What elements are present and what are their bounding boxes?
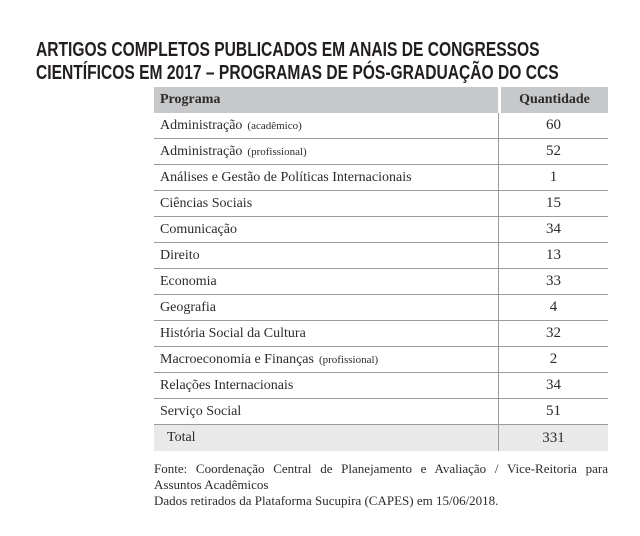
program-name: Economia [160, 273, 217, 289]
program-name: Relações Internacionais [160, 377, 294, 393]
program-name: Direito [160, 247, 200, 263]
program-qualifier: (acadêmico) [247, 119, 302, 132]
program-cell [154, 347, 498, 372]
page-title [36, 39, 640, 85]
program-name: Comunicação [160, 221, 237, 237]
program-qualifier: (profissional) [318, 353, 379, 366]
quantity-cell: 33 [498, 269, 608, 294]
program-cell [154, 295, 498, 320]
column-header-programa: Programa [154, 87, 498, 113]
program-cell [154, 269, 498, 294]
program-cell [154, 113, 498, 138]
quantity-cell: 1 [498, 165, 608, 190]
table-row [154, 269, 608, 295]
page-title-line-1: ARTIGOS COMPLETOS PUBLICADOS EM ANAIS DE CONGRESSOS [36, 39, 540, 62]
quantity-cell: 2 [498, 347, 608, 372]
table-row [154, 191, 608, 217]
quantity-cell: 51 [498, 399, 608, 424]
table-row [154, 243, 608, 269]
program-cell [154, 243, 498, 268]
table-row [154, 295, 608, 321]
table-total-row [154, 425, 608, 451]
total-value: 331 [498, 425, 608, 451]
table-row [154, 373, 608, 399]
table-row [154, 113, 608, 139]
table-row [154, 217, 608, 243]
page-title-line-2: CIENTÍFICOS EM 2017 – PROGRAMAS DE PÓS-GRADUAÇÃO DO CCS [36, 62, 559, 85]
total-label: Total [167, 430, 196, 445]
quantity-cell: 60 [498, 113, 608, 138]
program-cell [154, 217, 498, 242]
program-name: Serviço Social [160, 403, 242, 419]
program-cell [154, 373, 498, 398]
program-qualifier: (profissional) [247, 145, 307, 158]
table-header-row [154, 87, 608, 113]
program-name: Análises e Gestão de Políticas Internacionais [160, 169, 412, 185]
table-row [154, 321, 608, 347]
quantity-cell: 13 [498, 243, 608, 268]
publications-table [154, 87, 608, 451]
program-name: Geografia [160, 299, 216, 315]
program-cell [154, 165, 498, 190]
program-cell [154, 191, 498, 216]
quantity-cell: 32 [498, 321, 608, 346]
source-note [154, 461, 608, 509]
quantity-cell: 34 [498, 373, 608, 398]
quantity-cell: 15 [498, 191, 608, 216]
program-name: Macroeconomia e Finanças [160, 351, 314, 367]
data-note-line: Dados retirados da Plataforma Sucupira (CAPES) em 15/06/2018. [154, 493, 499, 508]
table-row [154, 165, 608, 191]
quantity-cell: 52 [498, 139, 608, 164]
program-name: História Social da Cultura [160, 325, 306, 341]
program-cell [154, 399, 498, 424]
program-name: Administração [160, 143, 243, 159]
source-note-line: Fonte: Coordenação Central de Planejamento e Avaliação / Vice-Reitoria para Assuntos Acadêmicos [154, 461, 608, 492]
program-cell [154, 139, 498, 164]
program-cell [154, 321, 498, 346]
table-row [154, 139, 608, 165]
table-row [154, 347, 608, 373]
table-row [154, 399, 608, 425]
quantity-cell: 4 [498, 295, 608, 320]
column-header-quantidade: Quantidade [498, 87, 608, 113]
program-name: Administração [160, 117, 243, 133]
quantity-cell: 34 [498, 217, 608, 242]
program-name: Ciências Sociais [160, 195, 253, 211]
